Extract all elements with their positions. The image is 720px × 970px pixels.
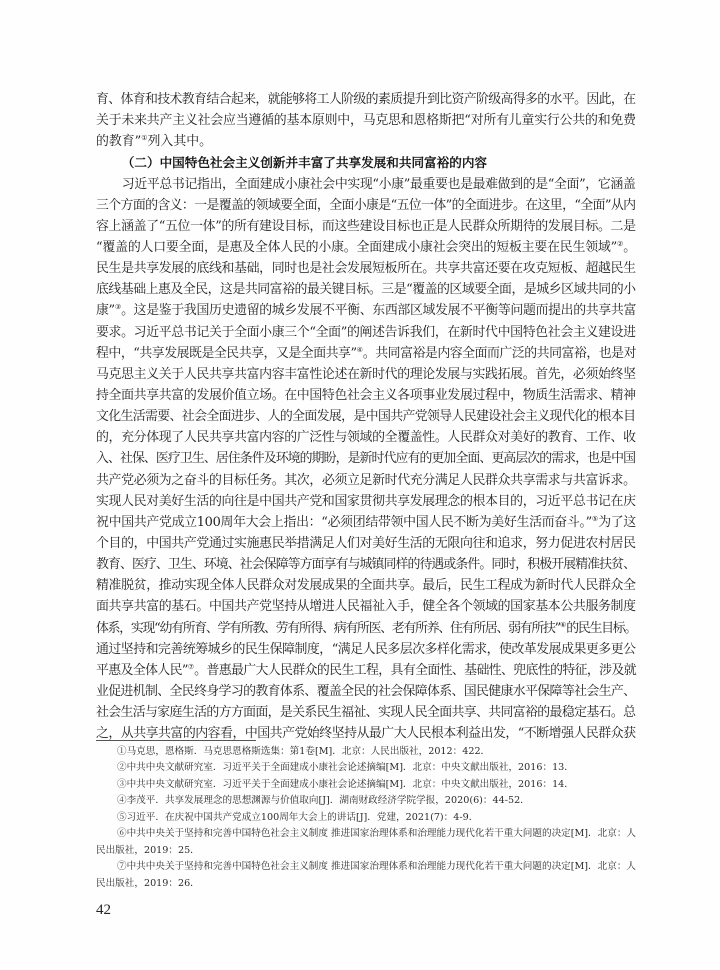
body-line-text: 三个方面的含义：一是覆盖的领域要全面，全面小康是“五位一体”的全面进步。在这里，“全面”从内 — [96, 197, 636, 213]
footnote-4 — [117, 793, 636, 810]
body-line-text: 社会生活与家庭生活的方方面面，是关系民生福祉、实现人民全面共享、共同富裕的最稳定基石。总 — [96, 705, 636, 721]
body-line — [96, 491, 636, 512]
footnote-text: ④李茂平．共享发展理念的思想渊源与价值取向[J]．湖南财政经济学院学报，2020(6)：44-52． — [117, 795, 530, 806]
body-line-text: 关于未来共产主义社会应当遵循的基本原则中，马克思和恩格斯把“对所有儿童实行公共的和免费 — [96, 113, 636, 129]
body-line-text: 入、社保、医疗卫生、居住条件及环境的期盼，是新时代应有的更加全面、更高层次的需求，也是中国 — [96, 451, 636, 467]
body-line — [96, 427, 636, 448]
body-line-text: 要求。习近平总书记关于全面小康三个“全面”的阐述告诉我们，在新时代中国特色社会主义建设进 — [96, 324, 636, 340]
body-line-text: 底线基础上惠及全民，这是共同富裕的最关键目标。三是“覆盖的区域要全面，是城乡区域共同的小 — [96, 282, 636, 298]
body-line — [96, 216, 636, 237]
body-line — [96, 554, 636, 575]
body-line-text: 精准脱贫，推动实现全体人民群众对发展成果的全面共享。最后，民生工程成为新时代人民群众全 — [96, 578, 636, 594]
body-line — [96, 343, 636, 364]
footnote-text: ⑤习近平．在庆祝中国共产党成立100周年大会上的讲话[J]．党建，2021(7)：4-9． — [117, 811, 479, 823]
footnotes — [96, 744, 636, 893]
section-heading — [122, 152, 636, 173]
body-line — [96, 512, 636, 533]
footnote-ref: ④ — [356, 345, 363, 354]
body-line — [96, 702, 636, 723]
body-line-text: 文化生活需要、社会全面进步、人的全面发展，是中国共产党领导人民建设社会主义现代化的根本目 — [96, 409, 636, 425]
body-line-text: 个目的，中国共产党通过实施惠民举措满足人们对美好生活的无限向往和追求，努力促进农村居民 — [96, 535, 636, 551]
body-line — [96, 237, 636, 258]
body-line — [96, 131, 636, 152]
footnote-5 — [117, 810, 636, 827]
body-line — [96, 406, 636, 427]
footnote-ref: ② — [617, 239, 624, 248]
footnote-ref: ⑤ — [591, 514, 599, 523]
footnote-ref: ⑥ — [559, 620, 567, 629]
footnote-ref: ③ — [114, 303, 122, 312]
body-line — [96, 364, 636, 385]
body-line — [96, 89, 636, 110]
body-line-text: 体系，实现“幼有所育、学有所教、劳有所得、病有所医、老有所养、住有所居、弱有所扶”⑥的民生目标。 — [96, 620, 636, 636]
body-line-text: 康”③。这是鉴于我国历史遗留的城乡发展不平衡、东西部区域发展不平衡等问题而提出的共享共富 — [96, 303, 637, 319]
footnote-3 — [117, 777, 636, 794]
body-line — [96, 596, 636, 617]
body-line — [96, 385, 636, 406]
body-line-text: 马克思主义关于人民共享共富内容丰富性论述在新时代的理论发展与实践拓展。首先，必须始终坚 — [96, 366, 636, 382]
body-line — [96, 279, 636, 300]
body-line — [96, 110, 636, 131]
body-line-text: 之，从共享共富的内容看，中国共产党始终坚持从最广大人民根本利益出发，“不断增强人民群众获 — [96, 726, 636, 742]
body-line-text: 程中，“共享发展既是全民共享，又是全面共享”④。共同富裕是内容全面而广泛的共同富裕，也是对 — [96, 345, 636, 361]
footnote-text: ⑦中共中央关于坚持和完善中国特色社会主义制度 推进国家治理体系和治理能力现代化若干重大问题的决定[M]．北京：人 — [117, 861, 636, 872]
body-line — [96, 258, 636, 279]
footnote-7 — [117, 859, 636, 876]
footnote-text: ⑥中共中央关于坚持和完善中国特色社会主义制度 推进国家治理体系和治理能力现代化若干重大问题的决定[M]．北京：人 — [117, 828, 636, 839]
footnote-ref: ⑦ — [187, 662, 195, 671]
body-line — [96, 322, 636, 343]
footnote-7-continued — [96, 876, 636, 893]
footnote-text: ②中共中央文献研究室．习近平关于全面建成小康社会论述摘编[M]．北京：中央文献出版社，2016：13． — [117, 762, 574, 773]
body-line — [96, 300, 636, 321]
body-line-text: “覆盖的人口要全面，是惠及全体人民的小康。全面建成小康社会突出的短板主要在民生领域”②。 — [96, 239, 637, 255]
body-line-text: 实现人民对美好生活的向往是中国共产党和国家贯彻共享发展理念的根本目的，习近平总书记在庆 — [96, 493, 636, 509]
body-line — [96, 195, 636, 216]
footnote-divider — [96, 740, 256, 741]
body-line — [96, 681, 636, 702]
body-line — [96, 723, 636, 744]
body-line-text: 育、体育和技术教育结合起来，就能够将工人阶级的素质提升到比资产阶级高得多的水平。因此，在 — [96, 92, 636, 107]
body-line-text: 习近平总书记指出，全面建成小康社会中实现“小康”最重要也是最难做到的是“全面”，它涵盖 — [121, 176, 636, 192]
footnote-ref: ① — [141, 134, 148, 143]
page-number: 42 — [96, 902, 111, 918]
article-body — [96, 89, 636, 744]
body-line-text: 祝中国共产党成立100周年大会上指出：“必须团结带领中国人民不断为美好生活而奋斗。”⑤为了这 — [96, 514, 636, 530]
footnote-text: 民出版社，2019：26． — [96, 877, 200, 889]
body-line — [96, 575, 636, 596]
body-line — [96, 618, 636, 639]
body-line-text: 面共享共富的基石。中国共产党坚持从增进人民福祉入手，健全各个领域的国家基本公共服务制度 — [96, 599, 636, 615]
body-line-text: 业促进机制、全民终身学习的教育体系、覆盖全民的社会保障体系、国民健康水平保障等社会生产、 — [96, 683, 636, 699]
body-line — [96, 470, 636, 491]
footnote-text: ①马克思，恩格斯．马克思恩格斯选集：第1卷[M]．北京：人民出版社，2012：422． — [117, 745, 491, 757]
section-heading-text: （二）中国特色社会主义创新并丰富了共享发展和共同富裕的内容 — [121, 155, 488, 171]
body-line-text: 教育、医疗、卫生、环境、社会保障等方面享有与城镇同样的待遇或条件。同时，积极开展精准扶贫、 — [96, 557, 636, 573]
body-line-text: 通过坚持和完善统筹城乡的民生保障制度，“满足人民多层次多样化需求，使改革发展成果更多更公 — [96, 641, 636, 657]
footnote-text: 民出版社，2019：25． — [96, 844, 200, 856]
body-line-text: 共产党必须为之奋斗的目标任务。其次，必须立足新时代充分满足人民群众共享需求与共富诉求。 — [96, 472, 636, 488]
body-line-text: 民生是共享发展的底线和基础，同时也是社会发展短板所在。共享共富还要在攻克短板、超越民生 — [96, 261, 636, 277]
body-line-text: 持全面共享共富的发展价值立场。在中国特色社会主义各项事业发展过程中，物质生活需求、精神 — [96, 387, 636, 403]
footnote-2 — [117, 760, 636, 777]
body-line — [96, 533, 636, 554]
body-line-text: 的，充分体现了人民共享共富内容的广泛性与领域的全覆盖性。人民群众对美好的教育、工作、收 — [96, 430, 636, 446]
footnote-1 — [117, 744, 636, 761]
footnote-text: ③中共中央文献研究室．习近平关于全面建成小康社会论述摘编[M]．北京：中央文献出版社，2016：14． — [117, 778, 574, 790]
footnote-6-continued — [96, 843, 636, 860]
body-line-text: 平惠及全体人民”⑦。普惠最广大人民群众的民生工程，具有全面性、基础性、兜底性的特征，涉及就 — [96, 662, 637, 678]
body-line — [96, 448, 636, 469]
body-line-text: 的教育”①列入其中。 — [96, 134, 212, 150]
body-line — [96, 660, 636, 681]
body-line — [122, 174, 636, 195]
body-line — [96, 639, 636, 660]
body-line-text: 容上涵盖了“五位一体”的所有建设目标，而这些建设目标也正是人民群众所期待的发展目标。二是 — [96, 218, 636, 234]
footnote-6 — [117, 826, 636, 843]
